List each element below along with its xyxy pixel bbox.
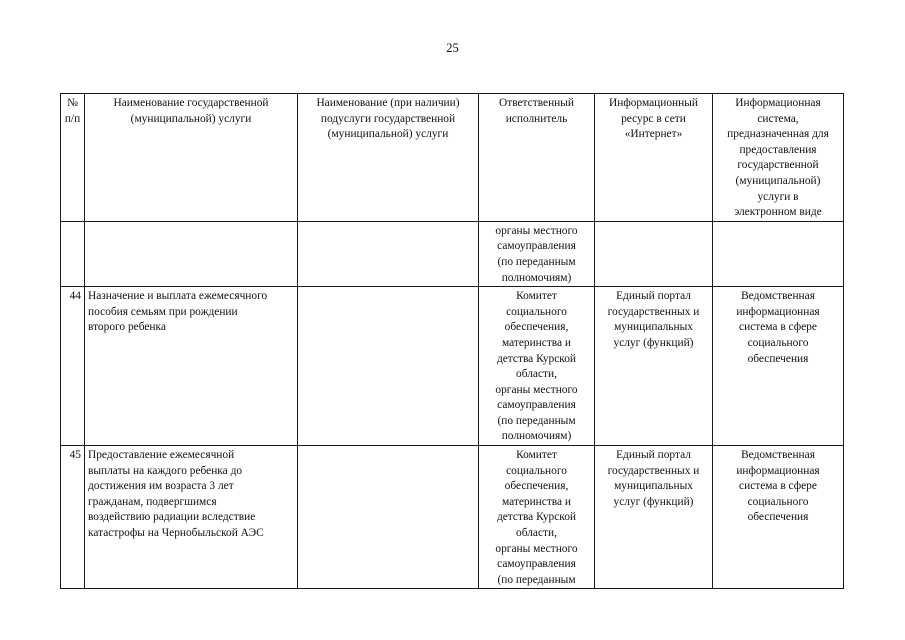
header-number: № п/п — [61, 94, 85, 222]
subservice-name — [298, 287, 479, 446]
subservice-name — [298, 221, 479, 286]
page-number: 25 — [446, 41, 459, 55]
internet-resource — [595, 221, 713, 286]
services-table — [60, 93, 844, 589]
service-name — [85, 221, 298, 286]
information-system: Ведомственная информационная система в сфере социального обеспечения — [713, 446, 844, 589]
subservice-name — [298, 446, 479, 589]
internet-resource: Единый портал государственных и муниципальных услуг (функций) — [595, 446, 713, 589]
internet-resource: Единый портал государственных и муниципальных услуг (функций) — [595, 287, 713, 446]
header-internet-resource: Информационный ресурс в сети «Интернет» — [595, 94, 713, 222]
row-number: 45 — [61, 446, 85, 589]
table-header-row — [61, 94, 844, 222]
responsible-executor: органы местного самоуправления (по переданным полномочиям) — [479, 221, 595, 286]
service-name: Предоставление ежемесячной выплаты на каждого ребенка до достижения им возраста 3 лет гражданам, подвергшимся воздействию радиации вследствие катастрофы на Чернобыльской АЭС — [85, 446, 298, 589]
service-name: Назначение и выплата ежемесячного пособия семьям при рождении второго ребенка — [85, 287, 298, 446]
table-row — [61, 287, 844, 446]
responsible-executor: Комитет социального обеспечения, материнства и детства Курской области, органы местного самоуправления (по переданным полномочиям) — [479, 287, 595, 446]
row-number — [61, 221, 85, 286]
table-row — [61, 446, 844, 589]
information-system — [713, 221, 844, 286]
header-information-system: Информационная система, предназначенная для предоставления государственной (муниципальной) услуги в электронном виде — [713, 94, 844, 222]
header-responsible-executor: Ответственный исполнитель — [479, 94, 595, 222]
row-number: 44 — [61, 287, 85, 446]
information-system: Ведомственная информационная система в сфере социального обеспечения — [713, 287, 844, 446]
table-row — [61, 221, 844, 286]
header-service-name: Наименование государственной (муниципальной) услуги — [85, 94, 298, 222]
responsible-executor: Комитет социального обеспечения, материнства и детства Курской области, органы местного самоуправления (по переданным — [479, 446, 595, 589]
header-subservice-name: Наименование (при наличии) подуслуги государственной (муниципальной) услуги — [298, 94, 479, 222]
